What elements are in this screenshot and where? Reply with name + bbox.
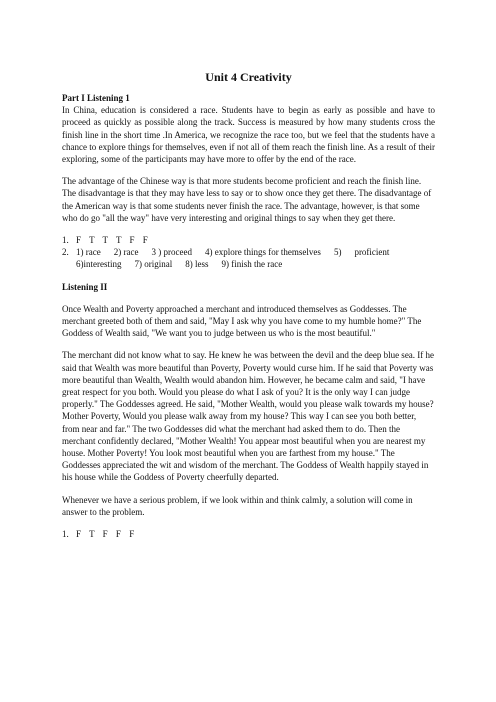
part2-answer-tf <box>62 528 435 540</box>
answer-item: 9) finish the race <box>221 259 283 270</box>
answer-item: 3 ) proceed <box>151 247 192 258</box>
answer-text: F T F F F <box>76 529 135 540</box>
answer-item: 5) <box>333 247 342 258</box>
answer-item: 2) race <box>113 247 139 258</box>
answer-item: 1) race <box>76 247 101 258</box>
answer-item: 4) explore things for themselves <box>204 247 321 258</box>
answer-number: 1. <box>62 235 69 246</box>
part1-paragraph-2: The advantage of the Chinese way is that more students become proficient and reach the finish line. The disadvantage is that they may have less to say or to show once they get there. The disadvantage of the American way is that some students never finish the race. The advantage, however, is that some who do go "all the way" have very interesting and original things to say when they get there. <box>62 176 432 223</box>
answer-item: proficient <box>354 247 390 258</box>
document-page <box>62 70 435 540</box>
page-title: Unit 4 Creativity <box>205 70 292 84</box>
part1-answer-fill <box>62 246 435 270</box>
part1-answer-tf <box>62 234 435 246</box>
answer-number: 1. <box>62 529 69 540</box>
answer-list <box>76 246 435 270</box>
part2-paragraph-1: Once Wealth and Poverty approached a merchant and introduced themselves as Goddesses. The merchant greeted both of them and said, "May I ask why you have come to my humble home?" The Goddess of Wealth said, "We want you to judge between us who is the most beautiful." <box>62 303 422 339</box>
answer-item: 8) less <box>185 259 209 270</box>
answer-number: 2. <box>62 247 69 258</box>
part2-paragraph-2: The merchant did not know what to say. He knew he was between the devil and the deep blue sea. If he said that Wealth was more beautiful than Poverty, Poverty would curse him. If he said that Poverty was more beautiful than Wealth, Wealth would abandon him. However, he became calm and said, "I have great respect for you both. Would you please do what I ask of you? It is the only way I can judge properly." The Goddesses agreed. He said, "Mother Wealth, would you please walk towards my house? Mother Poverty, Would you please walk away from my house? This way I can see you both better, from near and far." The two Goddesses did what the merchant had asked them to do. Then the merchant confidently declared, "Mother Wealth! You appear most beautiful when you are nearest my house. Mother Poverty! You look most beautiful when you are farthest from my house." The Goddesses appreciated the wit and wisdom of the merchant. The Goddess of Wealth happily stayed in his house while the Goddess of Poverty cheerfully departed. <box>62 350 435 483</box>
answer-text: F T T T F F <box>76 235 148 246</box>
part1-paragraph-1: In China, education is considered a race. Students have to begin as early as possible and have to proceed as quickly as possible along the track. Success is measured by how many students cross the finish line in the short time .In America, we recognize the race too, but we feel that the students have a chance to explore things for themselves, even if not all of them reach the finish line. As a result of their exploring, some of the participants may have more to offer by the end of the race. <box>62 105 435 165</box>
answer-item: 7) original <box>134 259 173 270</box>
part2-paragraph-3: Whenever we have a serious problem, if we look within and think calmly, a solution will come in answer to the problem. <box>62 494 413 517</box>
answer-item: 6)interesting <box>76 259 122 270</box>
section-heading-part2: Listening II <box>62 281 108 292</box>
section-heading-part1: Part I Listening 1 <box>62 93 130 103</box>
